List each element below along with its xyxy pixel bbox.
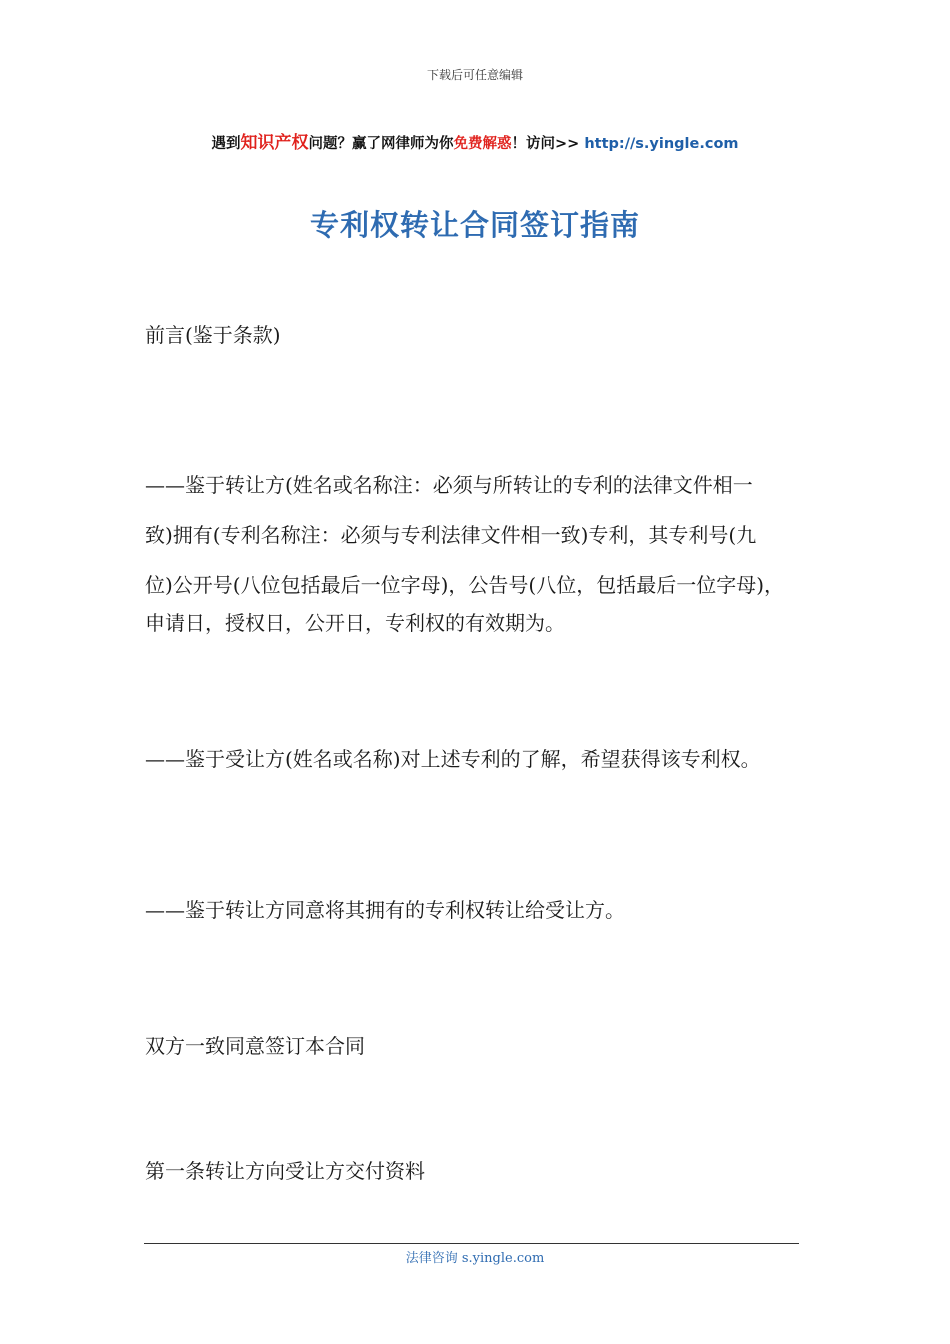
paragraph-preface: 前言(鉴于条款) — [145, 323, 281, 347]
promo-text-3: ！访问>> — [511, 136, 585, 152]
promo-text-2: 问题？赢了网律师为你 — [308, 136, 454, 152]
promo-banner — [0, 128, 950, 153]
paragraph-line: ——鉴于转让方(姓名或名称注：必须与所转让的专利的法律文件相一 — [145, 473, 753, 497]
footer-divider — [144, 1243, 799, 1244]
header-note: 下载后可任意编辑 — [426, 68, 523, 82]
document-title: 专利权转让合同签订指南 — [309, 208, 640, 242]
paragraph-line: 申请日，授权日，公开日，专利权的有效期为。 — [145, 611, 565, 635]
paragraph-article-1: 第一条转让方向受让方交付资料 — [145, 1159, 425, 1183]
promo-link[interactable]: http://s.yingle.com — [584, 136, 739, 152]
paragraph-line: 致)拥有(专利名称注：必须与专利法律文件相一致)专利，其专利号(九 — [145, 523, 757, 547]
promo-text-1: 遇到 — [211, 136, 241, 152]
promo-keyword: 知识产权 — [240, 133, 309, 153]
paragraph-line: 位)公开号(八位包括最后一位字母)，公告号(八位，包括最后一位字母)， — [145, 573, 785, 597]
paragraph-line: ——鉴于转让方同意将其拥有的专利权转让给受让方。 — [145, 898, 625, 922]
promo-highlight: 免费解惑 — [453, 136, 512, 152]
footer-link[interactable]: 法律咨询 s.yingle.com — [405, 1251, 545, 1266]
paragraph-line: 双方一致同意签订本合同 — [145, 1034, 365, 1058]
paragraph-line: ——鉴于受让方(姓名或名称)对上述专利的了解，希望获得该专利权。 — [145, 747, 761, 771]
